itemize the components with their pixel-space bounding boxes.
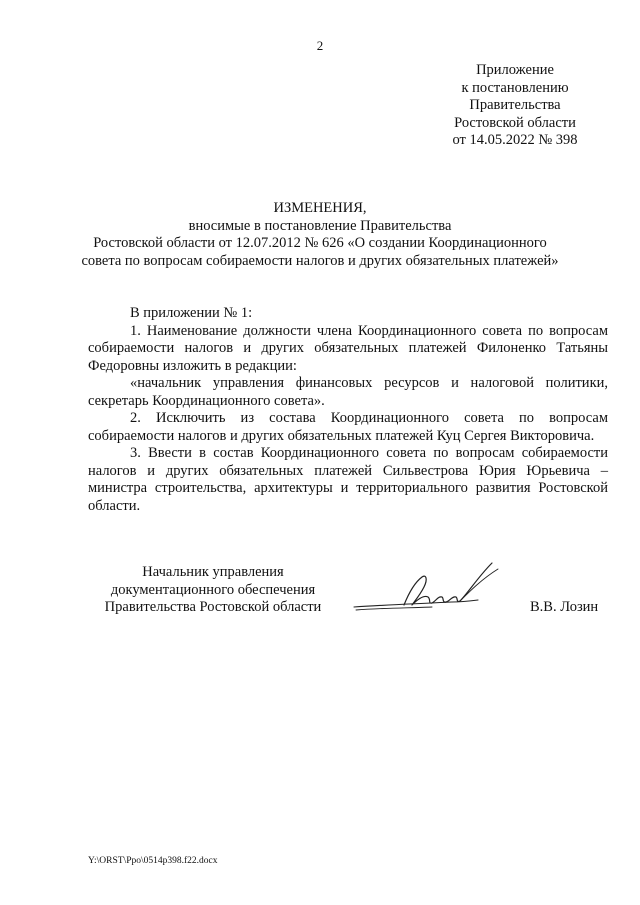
page-number: 2 <box>316 38 324 53</box>
appendix-line: от 14.05.2022 № 398 <box>452 132 578 148</box>
signatory-title-line: документационного обеспечения <box>110 581 316 598</box>
document-body <box>88 305 608 515</box>
heading-line: совета по вопросам собираемости налогов и других обязательных платежей» <box>81 252 559 269</box>
signatory-title-line: Правительства Ростовской области <box>104 599 322 615</box>
signatory-title-line: Начальник управления <box>142 564 284 580</box>
document-title: ИЗМЕНЕНИЯ, <box>273 200 367 216</box>
signatory-name: В.В. Лозин <box>530 599 599 615</box>
appendix-line: к постановлению <box>461 79 569 96</box>
appendix-line: Ростовской области <box>454 114 576 131</box>
signatory-title <box>88 564 338 617</box>
body-paragraph: 1. Наименование должности члена Координационного совета по вопросам собираемости налогов и других обязательных платежей Филоненко Татьяны Федоровны изложить в редакции: <box>88 322 608 374</box>
heading-line: Ростовской области от 12.07.2012 № 626 «О создании Координационного <box>93 235 547 251</box>
heading-line: вносимые в постановление Правительства <box>188 217 452 234</box>
body-paragraph: 3. Ввести в состав Координационного совета по вопросам собираемости налогов и других обязательных платежей Сильвестрова Юрия Юрьевича – министра строительства, архитектуры и территориального развития Ростовской области. <box>88 445 608 514</box>
appendix-line: Приложение <box>476 62 554 78</box>
handwritten-signature <box>352 555 512 625</box>
appendix-reference <box>425 62 605 150</box>
file-path: Y:\ORST\Ppo\0514p398.f22.docx <box>88 856 218 866</box>
body-paragraph: 2. Исключить из состава Координационного совета по вопросам собираемости налогов и других обязательных платежей Куц Сергея Викторовича. <box>88 410 608 444</box>
document-heading <box>60 200 580 270</box>
body-paragraph: «начальник управления финансовых ресурсов и налоговой политики, секретарь Координационного совета». <box>88 375 608 409</box>
appendix-line: Правительства <box>469 97 561 113</box>
body-paragraph: В приложении № 1: <box>130 305 253 321</box>
